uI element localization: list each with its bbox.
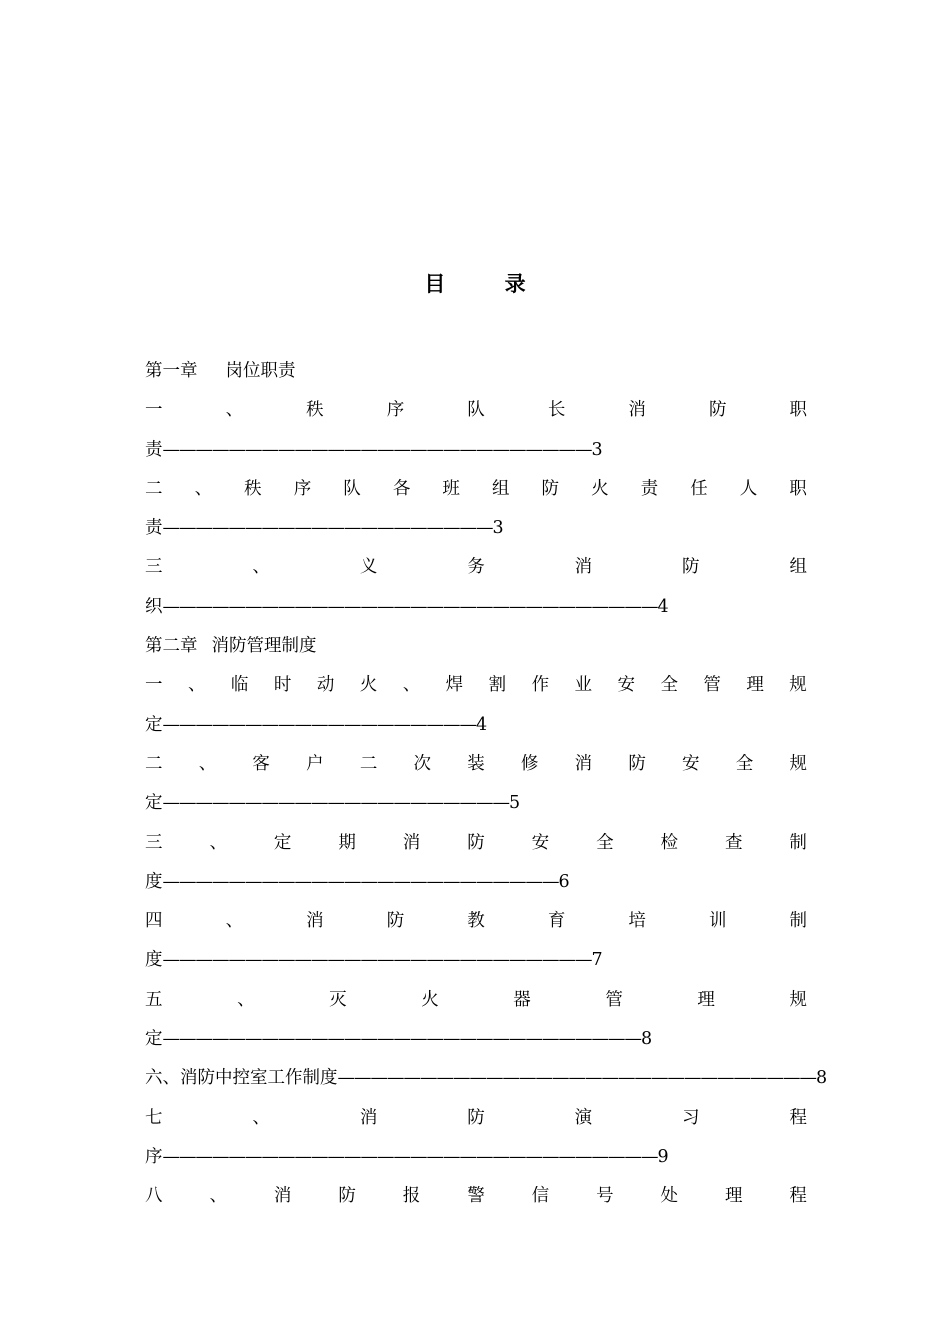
- toc-entry[interactable]: [145, 745, 807, 824]
- toc-entry-continuation-line: [145, 1138, 807, 1177]
- toc-entry[interactable]: [145, 824, 807, 903]
- toc-entry-char: 防: [628, 753, 646, 774]
- toc-entry-char: 期: [338, 832, 356, 853]
- toc-entry-char: 防: [541, 478, 559, 499]
- toc-leader: —————————————————————————————: [162, 1029, 641, 1050]
- toc-entry-char: 规: [789, 989, 807, 1010]
- toc-entry-char: 防: [338, 1186, 356, 1207]
- toc-entry-char: 号: [596, 1186, 614, 1207]
- toc-entry[interactable]: [145, 1177, 807, 1216]
- table-of-contents: [145, 352, 828, 1217]
- toc-page-number: 7: [591, 950, 603, 971]
- page-title: 目 录: [424, 271, 552, 296]
- toc-entry-title-line: [145, 548, 807, 587]
- toc-entry-char: 理: [724, 1186, 743, 1207]
- toc-entry-char: 四: [145, 911, 163, 932]
- toc-page-number: 5: [509, 793, 521, 814]
- toc-entry-char: 、: [198, 753, 217, 774]
- toc-entry-char: 、: [252, 1107, 270, 1128]
- toc-entry[interactable]: [145, 981, 807, 1060]
- toc-entry-char: 消: [306, 911, 324, 932]
- toc-entry-char: 安: [682, 753, 700, 774]
- toc-entry-char: 客: [252, 753, 270, 774]
- toc-entry-title-end: 责: [145, 439, 163, 460]
- toc-entry-char: 义: [359, 557, 378, 578]
- toc-entry-char: 育: [547, 911, 566, 932]
- toc-entry-char: 八: [145, 1186, 163, 1207]
- toc-entry-line: [145, 1059, 828, 1098]
- toc-entry-char: 三: [145, 832, 163, 853]
- toc-page-number: 8: [641, 1029, 653, 1050]
- toc-entry-char: 管: [605, 989, 623, 1010]
- toc-entry-char: 人: [739, 478, 758, 499]
- toc-entry-char: 队: [467, 400, 485, 421]
- toc-entry-char: 、: [225, 400, 244, 421]
- toc-leader: ——————————————————————————: [162, 439, 592, 460]
- toc-entry-char: 习: [682, 1107, 700, 1128]
- toc-page-number: 9: [657, 1146, 669, 1167]
- toc-entry-char: 理: [746, 675, 764, 696]
- toc-leader: ————————————————————: [162, 518, 493, 539]
- toc-entry[interactable]: [145, 391, 807, 470]
- toc-page-number: 3: [492, 518, 504, 539]
- toc-entry-char: 、: [252, 557, 270, 578]
- toc-entry-char: 、: [187, 675, 206, 696]
- toc-entry-title-line: [145, 1177, 807, 1216]
- toc-entry-char: 任: [690, 478, 708, 499]
- toc-entry-continuation-line: [145, 509, 807, 548]
- toc-entry[interactable]: [145, 548, 807, 627]
- toc-entry-title-line: [145, 902, 807, 941]
- toc-entry-title-end: 度: [145, 871, 163, 892]
- toc-entry-char: 队: [343, 478, 361, 499]
- toc-entry-char: 务: [467, 557, 485, 578]
- toc-entry-title-end: 定: [145, 793, 163, 814]
- toc-entry-char: 组: [789, 557, 807, 578]
- toc-entry-char: 动: [316, 675, 335, 696]
- toc-entry-char: 消: [359, 1107, 378, 1128]
- toc-entry-char: 、: [402, 675, 421, 696]
- toc-entry-title-line: [145, 666, 807, 705]
- chapter-heading: [145, 352, 807, 391]
- toc-entry-char: 户: [306, 753, 324, 774]
- toc-entry-char: 焊: [445, 675, 464, 696]
- toc-entry-char: 一: [145, 400, 163, 421]
- toc-entry-char: 理: [697, 989, 715, 1010]
- toc-entry-char: 全: [735, 753, 754, 774]
- toc-entry-title-end: 度: [145, 950, 163, 971]
- toc-entry-char: 消: [574, 557, 593, 578]
- toc-entry-char: 、: [225, 911, 244, 932]
- toc-entry-char: 消: [402, 832, 421, 853]
- toc-entry-char: 五: [145, 989, 163, 1010]
- toc-entry-char: 制: [789, 911, 807, 932]
- toc-entry[interactable]: [145, 470, 807, 549]
- toc-entry-char: 信: [531, 1186, 550, 1207]
- toc-entry-char: 三: [145, 557, 163, 578]
- toc-entry-char: 防: [682, 557, 700, 578]
- toc-entry-char: 消: [574, 753, 593, 774]
- toc-entry-title-line: [145, 824, 807, 863]
- toc-entry-char: 秩: [306, 400, 324, 421]
- toc-entry-char: 装: [467, 753, 485, 774]
- toc-entry-continuation-line: [145, 784, 807, 823]
- toc-leader: —————————————————————————————: [337, 1068, 816, 1089]
- toc-entry-char: 次: [413, 753, 432, 774]
- toc-entry-title-line: [145, 391, 807, 430]
- toc-entry-char: 、: [194, 478, 213, 499]
- toc-entry-char: 一: [145, 675, 163, 696]
- toc-entry-char: 序: [293, 478, 312, 499]
- toc-entry-char: 全: [596, 832, 614, 853]
- toc-page-number: 3: [591, 439, 603, 460]
- toc-entry-char: 秩: [244, 478, 262, 499]
- toc-entry-char: 教: [467, 911, 485, 932]
- toc-entry-char: 火: [421, 989, 439, 1010]
- toc-entry-char: 警: [467, 1186, 485, 1207]
- toc-entry-char: 规: [789, 753, 807, 774]
- toc-leader: —————————————————————: [162, 793, 509, 814]
- toc-entry-title-line: [145, 745, 807, 784]
- toc-entry-title-end: 定: [145, 714, 163, 735]
- chapter-number: 第二章: [145, 636, 198, 657]
- toc-entry-char: 火: [591, 478, 609, 499]
- toc-entry-char: 防: [386, 911, 405, 932]
- toc-entry-char: 职: [789, 400, 807, 421]
- toc-page-number: 8: [816, 1068, 828, 1089]
- toc-entry-char: 制: [789, 832, 807, 853]
- toc-entry[interactable]: [145, 666, 807, 745]
- toc-leader: ———————————————————: [162, 714, 476, 735]
- chapter-title: 岗位职责: [225, 361, 296, 381]
- toc-entry-char: 、: [209, 1186, 227, 1207]
- toc-entry-title-end: 序: [145, 1146, 163, 1167]
- toc-entry-char: 培: [628, 911, 646, 932]
- toc-entry-continuation-line: [145, 588, 807, 627]
- toc-leader: ——————————————————————————————: [162, 1146, 658, 1167]
- toc-entry-char: 报: [402, 1186, 421, 1207]
- toc-entry-continuation-line: [145, 706, 807, 745]
- toc-entry-char: 职: [789, 478, 807, 499]
- toc-entry[interactable]: [145, 902, 807, 981]
- toc-entry-char: 定: [273, 832, 292, 853]
- toc-entry-char: 防: [708, 400, 727, 421]
- toc-entry-char: 班: [442, 478, 460, 499]
- toc-entry-char: 消: [273, 1186, 292, 1207]
- toc-entry-title-end: 责: [145, 518, 163, 539]
- toc-entry-char: 、: [237, 989, 255, 1010]
- toc-entry-char: 各: [392, 478, 411, 499]
- toc-entry[interactable]: [145, 1099, 807, 1178]
- toc-entry-char: 规: [789, 675, 807, 696]
- toc-entry-char: 防: [467, 832, 485, 853]
- toc-entry-char: 序: [386, 400, 405, 421]
- toc-entry-title-line: [145, 470, 807, 509]
- toc-entry-char: 组: [491, 478, 510, 499]
- toc-entry-char: 安: [531, 832, 550, 853]
- toc-entry-char: 安: [617, 675, 635, 696]
- toc-entry-char: 查: [724, 832, 743, 853]
- toc-entry-char: 处: [660, 1186, 678, 1207]
- toc-leader: ————————————————————————: [162, 871, 559, 892]
- toc-page-number: 4: [657, 596, 669, 617]
- toc-entry-continuation-line: [145, 941, 807, 980]
- toc-entry-char: 二: [359, 753, 378, 774]
- toc-entry-char: 训: [708, 911, 727, 932]
- toc-entry-title-end: 织: [145, 596, 163, 617]
- toc-entry-title-line: [145, 981, 807, 1020]
- toc-entry-char: 割: [488, 675, 507, 696]
- toc-entry-char: 程: [789, 1186, 807, 1207]
- toc-page-number: 4: [476, 714, 488, 735]
- toc-entry-char: 全: [660, 675, 678, 696]
- toc-entry-title-line: [145, 1099, 807, 1138]
- toc-entry-char: 消: [628, 400, 646, 421]
- toc-entry-char: 七: [145, 1107, 163, 1128]
- toc-entry-char: 二: [145, 478, 163, 499]
- toc-entry-char: 火: [359, 675, 378, 696]
- toc-entry-continuation-line: [145, 431, 807, 470]
- toc-leader: ——————————————————————————: [162, 950, 592, 971]
- toc-entry-char: 业: [574, 675, 593, 696]
- toc-entry-char: 器: [513, 989, 531, 1010]
- toc-entry-char: 作: [531, 675, 550, 696]
- toc-entry-char: 修: [520, 753, 539, 774]
- toc-entry-char: 二: [145, 753, 163, 774]
- chapter-heading: [145, 627, 807, 666]
- toc-entry-char: 、: [209, 832, 227, 853]
- toc-entry-char: 演: [574, 1107, 593, 1128]
- toc-entry[interactable]: [145, 1059, 828, 1098]
- toc-entry-char: 管: [703, 675, 721, 696]
- toc-entry-continuation-line: [145, 1020, 807, 1059]
- toc-entry-char: 检: [660, 832, 678, 853]
- toc-page-number: 6: [558, 871, 570, 892]
- toc-entry-title-end: 定: [145, 1029, 163, 1050]
- chapter-title: 消防管理制度: [211, 636, 317, 657]
- toc-entry-char: 时: [273, 675, 292, 696]
- toc-entry-char: 程: [789, 1107, 807, 1128]
- toc-leader: ——————————————————————————————: [162, 596, 658, 617]
- toc-entry-char: 防: [467, 1107, 485, 1128]
- toc-entry-continuation-line: [145, 863, 807, 902]
- chapter-number: 第一章: [145, 361, 198, 381]
- toc-entry-char: 责: [640, 478, 659, 499]
- toc-entry-char: 灭: [329, 989, 347, 1010]
- toc-entry-char: 临: [230, 675, 249, 696]
- toc-entry-char: 长: [547, 400, 566, 421]
- toc-entry-title: 六、消防中控室工作制度: [145, 1068, 338, 1089]
